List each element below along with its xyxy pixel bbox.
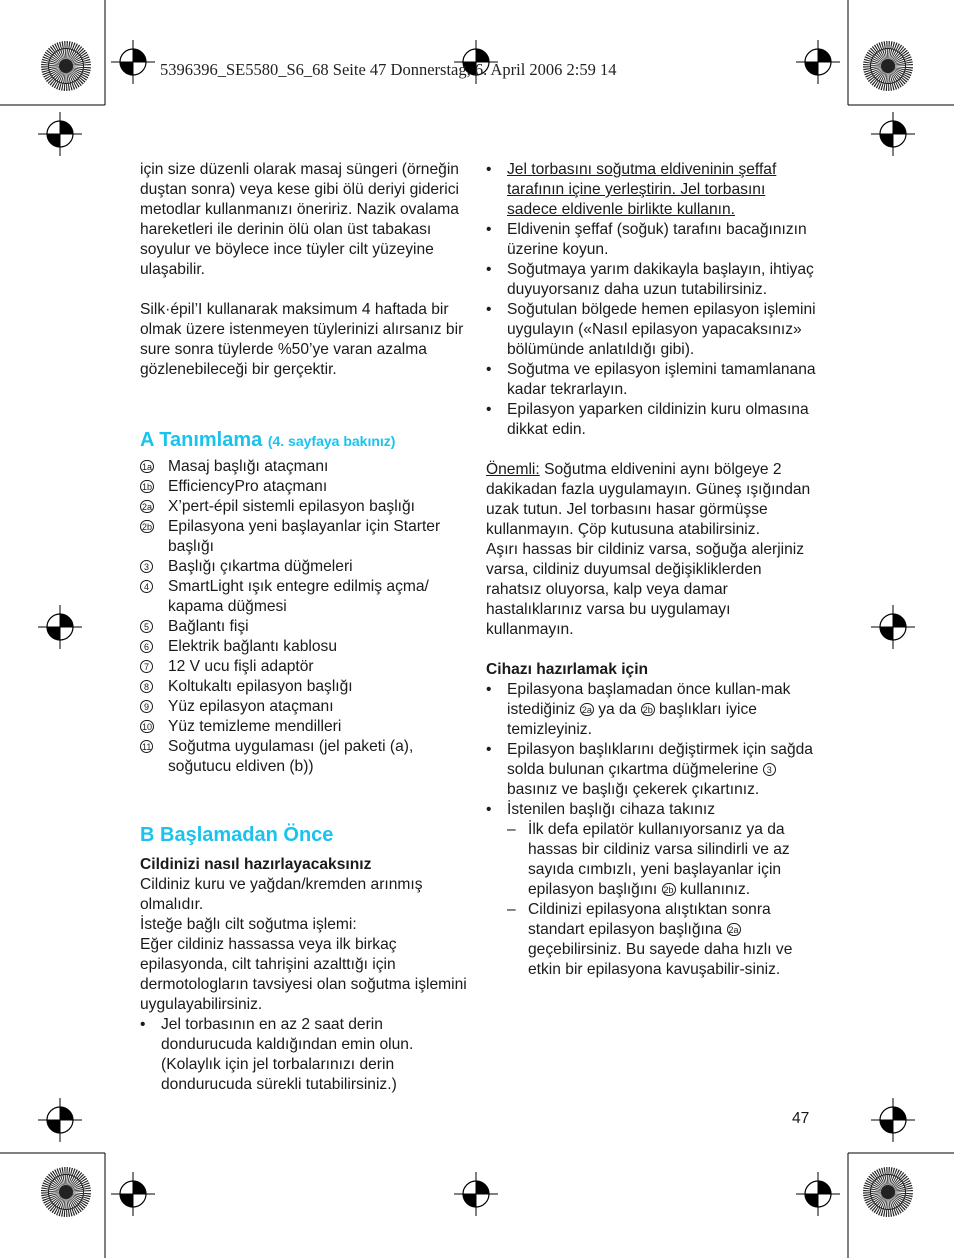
ref-number: 6 [140, 640, 153, 653]
parts-list-label: SmartLight ışık entegre edilmiş açma/ kapama düğmesi [168, 578, 429, 615]
list-item: • Eldivenin şeffaf (soğuk) tarafını bacağınızın üzerine koyun. [486, 221, 807, 258]
parts-list-label: Koltukaltı epilasyon başlığı [168, 678, 353, 695]
parts-list-item [140, 657, 470, 677]
parts-list-label: Başlığı çıkartma düğmeleri [168, 558, 353, 575]
section-a-title: A Tanımlama [140, 429, 263, 451]
ref-number: 2b [642, 705, 653, 715]
page-number: 47 [792, 1110, 810, 1127]
list-item: • Epilasyon başlıklarını değiştirmek için sağda solda bulunan çıkartma düğmelerine 3 basınız ve başlığı çekerek çıkartınız. [486, 741, 813, 798]
list-item: • Jel torbasını soğutma eldiveninin şeffaf tarafının içine yerleştirin. Jel torbasını sadece eldivenle birlikte kullanın. [486, 161, 777, 218]
section-a-note: (4. sayfaya bakınız) [267, 433, 396, 449]
parts-list-item [140, 517, 470, 557]
ref-number: 1b [142, 482, 153, 492]
ref-number: 2b [142, 522, 153, 532]
sub-list-item: – İlk defa epilatör kullanıyorsanız ya da hassas bir cildiniz varsa silindirli ve az sayıda cımbızlı, yeni başlayanlar için epilasyon başlığını 2b kullanınız. [507, 821, 790, 898]
ref-number: 4 [140, 580, 153, 593]
list-item: • Soğutulan bölgede hemen epilasyon işlemini uygulayın («Nasıl epilasyon yapacaksınız» bölümünde anlatıldığı gibi). [486, 301, 816, 358]
list-item: • Soğutma ve epilasyon işlemini tamamlanana kadar tekrarlayın. [486, 361, 816, 398]
sub-list-item: – Cildinizi epilasyona alıştıktan sonra standart epilasyon başlığına 2a geçebilirsiniz. Bu sayede daha hızlı ve etkin bir epilasyona kavuşabilir-siniz. [507, 901, 793, 978]
intro-paragraph-1: için size düzenli olarak masaj süngeri (örneğin duştan sonra) veya kese gibi ölü deriyi giderici metodlar kullanmanızı öneririz. Nazik ovalama hareketleri ile derinin ölü olan üst tabakası soyulur ve böylece ince tüyler cilt yüzeyine ulaşabilir. [140, 161, 459, 278]
ref-number: 2b [663, 885, 674, 895]
left-column [140, 160, 470, 1095]
parts-list-label: Elektrik bağlantı kablosu [168, 638, 338, 655]
ref-number: 2a [581, 705, 592, 715]
parts-list-item [140, 697, 470, 717]
parts-list-item [140, 637, 470, 657]
ref-number: 5 [140, 620, 153, 633]
skin-heading: Cildinizi nasıl hazırlayacaksınız [140, 856, 372, 873]
ref-number: 3 [763, 763, 776, 776]
important-label: Önemli: [486, 461, 540, 478]
ref-number: 7 [140, 660, 153, 673]
right-column [486, 160, 816, 980]
parts-list-item [140, 717, 470, 737]
ref-number: 3 [140, 560, 153, 573]
parts-list-item [140, 497, 470, 517]
ref-number: 8 [140, 680, 153, 693]
sensitive-warning: Aşırı hassas bir cildiniz varsa, soğuğa alerjiniz varsa, cildiniz duyumsal değişikliklerden rahatsız oluyorsa, kalp veya damar hastalıklarınız varsa bu uygulamayı kullanmayın. [486, 541, 805, 638]
parts-list-item [140, 557, 470, 577]
list-item: • Epilasyona başlamadan önce kullan-mak istediğiniz 2a ya da 2b başlıkları iyice temizleyiniz. [486, 681, 791, 738]
parts-list-item [140, 677, 470, 697]
skin-paragraph-3: Eğer cildiniz hassassa veya ilk birkaç epilasyonda, cilt tahrişini azalttığı için dermotologların tavsiyesi olan soğutma işlemini uygulayabilirsiniz. [140, 936, 467, 1013]
parts-list-label: 12 V ucu fişli adaptör [168, 658, 314, 675]
parts-list-item [140, 577, 470, 617]
list-item: • Soğutmaya yarım dakikayla başlayın, ihtiyaç duyuyorsanız daha uzun tutabilirsiniz. [486, 261, 814, 298]
ref-number: 10 [142, 722, 153, 732]
parts-list-item [140, 477, 470, 497]
important-note [486, 460, 816, 540]
print-header: 5396396_SE5580_S6_68 Seite 47 Donnerstag, 6. April 2006 2:59 14 [160, 60, 617, 79]
ref-number: 9 [140, 700, 153, 713]
parts-list-label: EfficiencyPro ataçmanı [168, 478, 328, 495]
parts-list [140, 457, 470, 777]
parts-list-label: Yüz temizleme mendilleri [168, 718, 342, 735]
parts-list-label: Yüz epilasyon ataçmanı [168, 698, 334, 715]
skin-paragraph-1: Cildiniz kuru ve yağdan/kremden arınmış olmalıdır. [140, 876, 423, 913]
section-a-heading [140, 428, 470, 453]
parts-list-item [140, 617, 470, 637]
ref-number: 1a [142, 462, 153, 472]
parts-list-label: Epilasyona yeni başlayanlar için Starter başlığı [168, 518, 441, 555]
ref-number: 11 [142, 742, 152, 752]
section-b-title: B Başlamadan Önce [140, 824, 334, 846]
prep-heading: Cihazı hazırlamak için [486, 661, 649, 678]
ref-number: 2a [142, 502, 153, 512]
list-item: • Jel torbasının en az 2 saat derin dondurucuda kaldığından emin olun. (Kolaylık için jel torbalarınızı derin dondurucuda sürekli tutabilirsiniz.) [140, 1016, 414, 1093]
parts-list-label: Soğutma uygulaması (jel paketi (a), soğutucu eldiven (b)) [168, 738, 414, 775]
intro-paragraph-2: Silk·épil’I kullanarak maksimum 4 haftada bir olmak üzere istenmeyen tüylerinizi alırsanız bir sure sonra tüylerde %50’ye varan azalma gözlenebileceği bir gerçektir. [140, 301, 464, 378]
parts-list-label: X’pert-épil sistemli epilasyon başlığı [168, 498, 416, 515]
list-item: • Epilasyon yaparken cildinizin kuru olmasına dikkat edin. [486, 401, 809, 438]
parts-list-item [140, 457, 470, 477]
parts-list-label: Bağlantı fişi [168, 618, 249, 635]
ref-number: 2a [728, 925, 739, 935]
parts-list-item [140, 737, 470, 777]
skin-paragraph-2: İsteğe bağlı cilt soğutma işlemi: [140, 916, 357, 933]
important-text: Soğutma eldivenini aynı bölgeye 2 dakikadan fazla uygulamayın. Güneş ışığından uzak tutun. Jel torbasını hasar görmüşse kullanmayın. Çöp kutusuna atabilirsiniz. [486, 461, 811, 538]
list-item: • İstenilen başlığı cihaza takınız [486, 801, 716, 818]
parts-list-label: Masaj başlığı ataçmanı [168, 458, 329, 475]
